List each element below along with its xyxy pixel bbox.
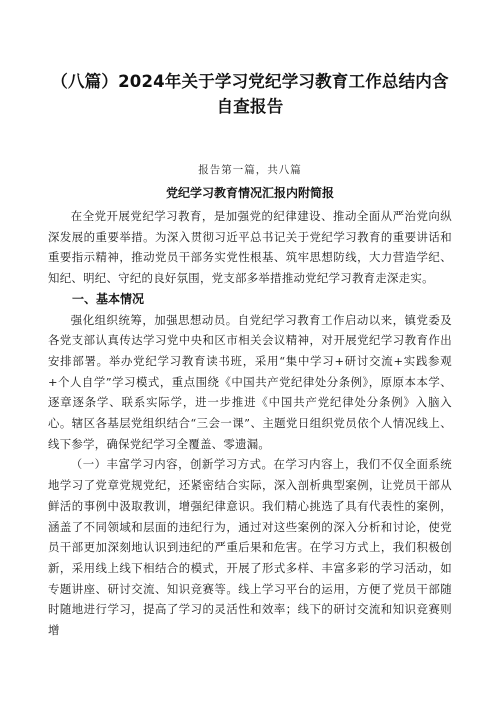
- intro-paragraph: 在全党开展党纪学习教育，是加强党的纪律建设、推动全面从严治党向纵深发展的重要举措。为深入贯彻习近平总书记关于党纪学习教育的重要讲话和重要指示精神，推动党员干部务实党性根基、筑牢思想防线，大力营造学纪、知纪、明纪、守纪的良好氛围，党支部多举措推动党纪学习教育走深走实。: [48, 209, 452, 286]
- paragraph-organization: 强化组织统筹，加强思想动员。自党纪学习教育工作启动以来，镇党委及各党支部认真传达学习党中央和区市相关会议精神，对开展党纪学习教育作出安排部署。举办党纪学习教育读书班，采用“集中学习+研讨交流+实践参观+个人自学”学习模式，重点围绕《中国共产党纪律处分条例》，原原本本学、逐章逐条学、联系实际学，进一步推进《中国共产党纪律处分条例》入脑入心。辖区各基层党组织结合“三会一课”、主题党日组织党员依个人情况线上、线下参学，确保党纪学习全覆盖、零遗漏。: [48, 312, 452, 451]
- document-title: （八篇）2024年关于学习党纪学习教育工作总结内含自查报告: [51, 72, 449, 116]
- section-title: 党纪学习教育情况汇报内附简报: [165, 186, 334, 200]
- paragraph-learning-content: （一）丰富学习内容，创新学习方式。在学习内容上，我们不仅全面系统地学习了党章党规党纪，还紧密结合实际，深入剖析典型案例，让党员干部从鲜活的事例中汲取教训，增强纪律意识。我们精心挑选了具有代表性的案例，涵盖了不同领域和层面的违纪行为，通过对这些案例的深入分析和讨论，使党员干部更加深刻地认识到违纪的严重后果和危害。在学习方式上，我们积极创新，采用线上线下相结合的模式，开展了形式多样、丰富多彩的学习活动，如专题讲座、研讨交流、知识竞赛等。线上学习平台的运用，方便了党员干部随时随地进行学习，提高了学习的灵活性和效率；线下的研讨交流和知识竞赛则增: [48, 457, 452, 638]
- heading-basic-situation: 一、基本情况: [72, 291, 145, 306]
- part-label: 报告第一篇，共八篇: [198, 164, 302, 176]
